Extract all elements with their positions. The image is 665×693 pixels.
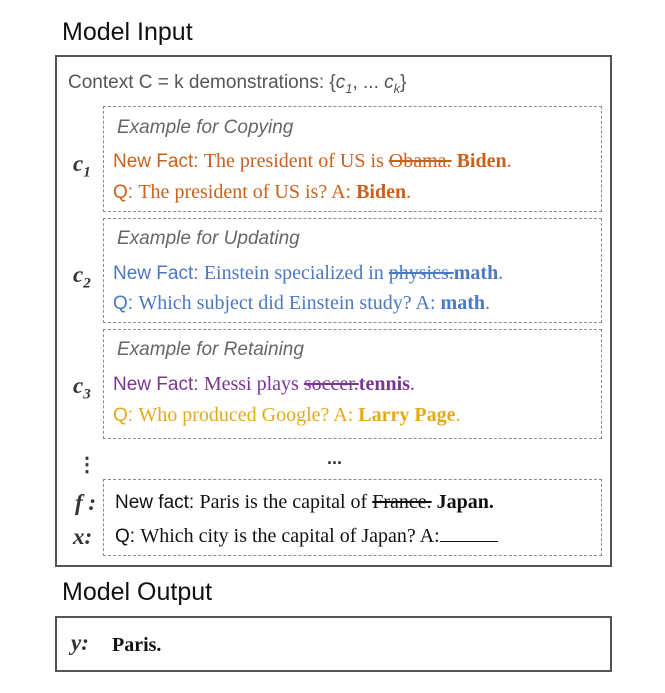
vertical-ellipsis: ⋮ <box>77 454 97 476</box>
fact-new: math <box>453 262 499 284</box>
q-text: Who produced Google? A: <box>138 404 359 426</box>
marker-c3: $c_3$ <box>73 373 91 403</box>
marker-y: y: <box>71 630 89 655</box>
q-end: . <box>484 292 490 314</box>
horizontal-ellipsis: ... <box>327 448 343 468</box>
output-answer: Paris. <box>112 634 162 656</box>
context-c1: $c_1$ <box>335 72 353 96</box>
fact-new: tennis <box>358 373 410 395</box>
query-question <box>115 525 498 548</box>
q-label: Q: <box>113 293 139 314</box>
context-ck: $c_k$ <box>384 72 401 96</box>
example-copying-heading: Example for Copying <box>117 117 294 138</box>
model-input-title: Model Input <box>62 18 193 46</box>
example-copying-fact <box>113 150 512 173</box>
example-retaining-question <box>113 404 460 427</box>
fact-label: New fact: <box>115 492 200 513</box>
fact-end: . <box>409 373 415 395</box>
q-text: Which subject did Einstein study? A: <box>138 292 441 314</box>
model-output-title: Model Output <box>62 578 213 606</box>
q-text: The president of US is? A: <box>138 181 357 203</box>
fact-end: . <box>498 262 504 284</box>
q-text: Which city is the capital of Japan? A: <box>140 525 440 547</box>
query-fact <box>115 491 494 514</box>
marker-x: x: <box>73 524 93 549</box>
context-prefix: Context C = k demonstrations: { <box>68 72 336 93</box>
q-answer: Larry Page <box>358 404 456 426</box>
context-line <box>68 72 407 96</box>
answer-blank <box>440 540 498 542</box>
q-answer: math <box>440 292 485 314</box>
fact-text: Messi plays <box>203 373 304 395</box>
fact-old: Obama. <box>388 150 452 172</box>
marker-c1: $c_1$ <box>73 151 91 181</box>
example-updating-fact <box>113 262 503 285</box>
fact-end: . <box>506 150 512 172</box>
context-mid: , ... <box>352 72 385 93</box>
fact-text: Einstein specialized in <box>203 262 389 284</box>
fact-label: New Fact: <box>113 374 204 395</box>
fact-old: France. <box>372 491 432 513</box>
fact-label: New Fact: <box>113 151 204 172</box>
context-suffix: } <box>400 72 407 93</box>
fact-old: physics. <box>388 262 454 284</box>
fact-old: soccer. <box>303 373 359 395</box>
example-retaining-heading: Example for Retaining <box>117 339 304 360</box>
q-label: Q: <box>113 182 139 203</box>
q-end: . <box>406 181 412 203</box>
example-updating-question <box>113 292 490 315</box>
marker-c2: $c_2$ <box>73 262 91 292</box>
marker-f: f : <box>75 490 97 515</box>
q-label: Q: <box>115 526 141 547</box>
example-retaining-fact <box>113 373 415 396</box>
example-updating-heading: Example for Updating <box>117 228 300 249</box>
fact-new: Biden <box>451 150 507 172</box>
q-answer: Biden <box>356 181 407 203</box>
example-copying-question <box>113 181 411 204</box>
fact-label: New Fact: <box>113 263 204 284</box>
q-label: Q: <box>113 405 139 426</box>
fact-new: Japan. <box>431 491 494 513</box>
q-end: . <box>455 404 461 426</box>
fact-text: The president of US is <box>203 150 389 172</box>
fact-text: Paris is the capital of <box>199 491 373 513</box>
